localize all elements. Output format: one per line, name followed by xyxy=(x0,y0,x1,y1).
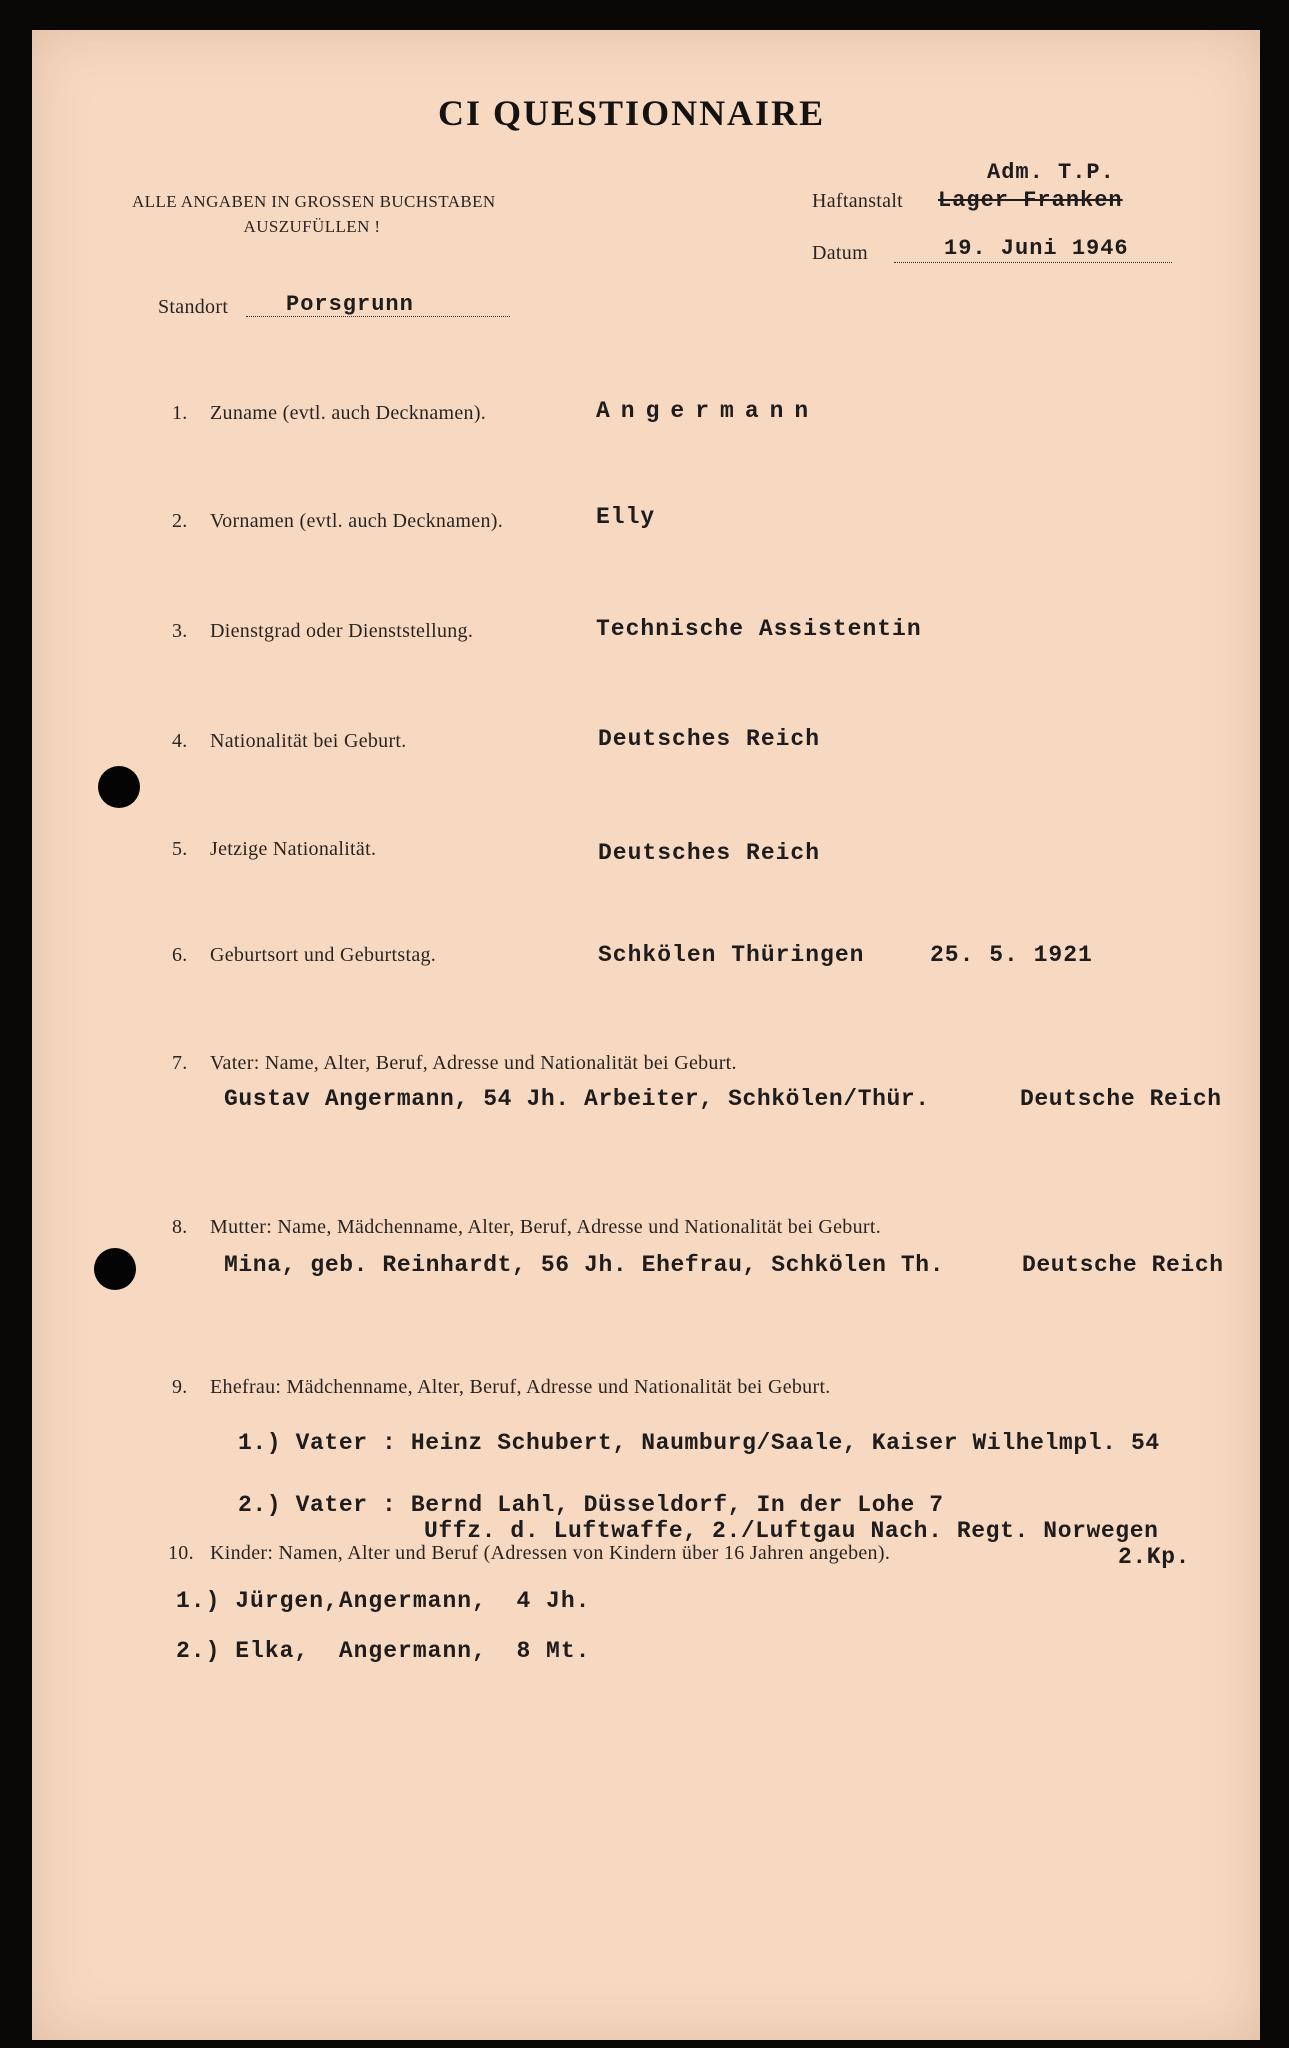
q4-answer: Deutsches Reich xyxy=(598,726,821,752)
q3-number: 3. xyxy=(172,620,188,642)
q9-answer-line-1: 1.) Vater : Heinz Schubert, Naumburg/Saale, Kaiser Wilhelmpl. 54 xyxy=(238,1430,1160,1456)
questionnaire-sheet xyxy=(32,30,1260,2040)
standort-label: Standort xyxy=(158,296,229,318)
q7-answer: Gustav Angermann, 54 Jh. Arbeiter, Schkölen/Thür. xyxy=(224,1086,930,1112)
datum-dotted-line xyxy=(894,262,1172,263)
punch-hole-top xyxy=(98,766,140,808)
haftanstalt-label: Haftanstalt xyxy=(812,190,904,212)
q4-label: Nationalität bei Geburt. xyxy=(210,730,407,752)
q9-answer-line-3: Uffz. d. Luftwaffe, 2./Luftgau Nach. Regt. Norwegen xyxy=(424,1518,1159,1544)
datum-value: 19. Juni 1946 xyxy=(944,236,1129,261)
q2-answer: Elly xyxy=(596,504,656,530)
instruction-line-2: AUSZUFÜLLEN ! xyxy=(243,217,381,236)
q10-number: 10. xyxy=(168,1542,194,1564)
q8-answer: Mina, geb. Reinhardt, 56 Jh. Ehefrau, Schkölen Th. xyxy=(224,1252,945,1278)
q3-label: Dienstgrad oder Dienststellung. xyxy=(210,620,474,642)
q1-label: Zuname (evtl. auch Decknamen). xyxy=(210,402,487,424)
q6-answer-place: Schkölen Thüringen xyxy=(598,942,865,968)
q9-number: 9. xyxy=(172,1376,188,1398)
q7-answer-nationality: Deutsche Reich xyxy=(1020,1086,1222,1112)
q8-number: 8. xyxy=(172,1216,188,1238)
haftanstalt-value-top: Adm. T.P. xyxy=(987,160,1115,185)
q1-answer: Angermann xyxy=(596,398,820,424)
q7-number: 7. xyxy=(172,1052,188,1074)
q6-answer-date: 25. 5. 1921 xyxy=(930,942,1093,968)
haftanstalt-value: Lager Franken xyxy=(938,188,1123,213)
q7-label: Vater: Name, Alter, Beruf, Adresse und Nationalität bei Geburt. xyxy=(210,1052,737,1074)
standort-value: Porsgrunn xyxy=(286,292,414,317)
q5-answer: Deutsches Reich xyxy=(598,840,821,866)
q9-answer-line-4: 2.Kp. xyxy=(1118,1544,1191,1570)
q6-number: 6. xyxy=(172,944,188,966)
q2-number: 2. xyxy=(172,510,188,532)
q8-answer-nationality: Deutsche Reich xyxy=(1022,1252,1224,1278)
form-title: CI QUESTIONNAIRE xyxy=(438,93,826,133)
q4-number: 4. xyxy=(172,730,188,752)
q9-answer-line-2: 2.) Vater : Bernd Lahl, Düsseldorf, In der Lohe 7 xyxy=(238,1492,944,1518)
q9-label: Ehefrau: Mädchenname, Alter, Beruf, Adresse und Nationalität bei Geburt. xyxy=(210,1376,831,1398)
datum-label: Datum xyxy=(812,242,868,264)
q10-answer-line-2: 2.) Elka, Angermann, 8 Mt. xyxy=(176,1638,591,1664)
q10-answer-line-1: 1.) Jürgen,Angermann, 4 Jh. xyxy=(176,1588,591,1614)
instruction-line-1: ALLE ANGABEN IN GROSSEN BUCHSTABEN xyxy=(132,192,496,211)
q2-label: Vornamen (evtl. auch Decknamen). xyxy=(210,510,504,532)
q3-answer: Technische Assistentin xyxy=(596,616,922,642)
q6-label: Geburtsort und Geburtstag. xyxy=(210,944,437,966)
q10-label: Kinder: Namen, Alter und Beruf (Adressen von Kindern über 16 Jahren angeben). xyxy=(210,1542,891,1564)
q5-number: 5. xyxy=(172,838,188,860)
q5-label: Jetzige Nationalität. xyxy=(210,838,377,860)
punch-hole-bottom xyxy=(94,1248,136,1290)
q1-number: 1. xyxy=(172,402,188,424)
q8-label: Mutter: Name, Mädchenname, Alter, Beruf, Adresse und Nationalität bei Geburt. xyxy=(210,1216,881,1238)
